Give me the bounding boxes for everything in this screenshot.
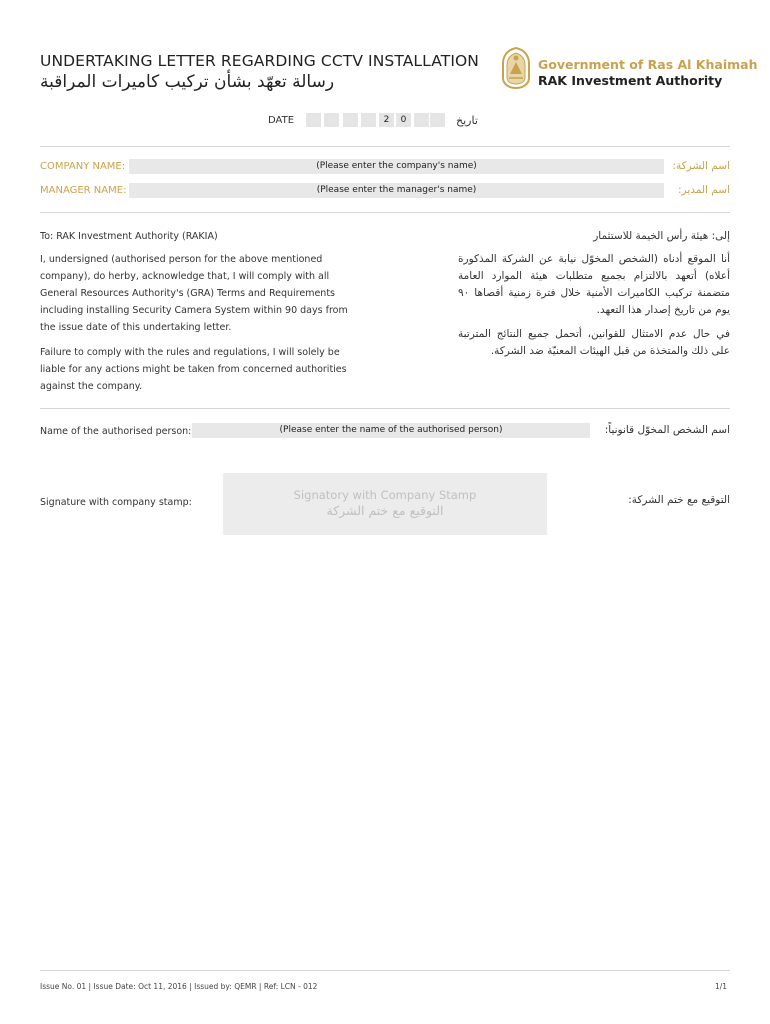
page-title-en: UNDERTAKING LETTER REGARDING CCTV INSTALLATION [40, 52, 479, 70]
signature-placeholder-ar: التوقيع مع ختم الشركة [326, 503, 444, 518]
date-box-5[interactable]: 2 [379, 113, 394, 127]
date-box-3[interactable] [343, 113, 358, 127]
undertaking-paragraph-ar: أنا الموقع أدناه (الشخص المخوّل نيابة عن الشركة المذكورة أعلاه) أتعهد بالالتزام بجميع متطلبات هيئة الموارد العامة متضمنة تركيب الكاميرات الأمنية خلال فترة زمنية أقصاها ٩٠ يوم من تاريخ إصدار هذا التعهد. [458, 253, 730, 316]
signature-placeholder: Signatory with Company Stamp [293, 488, 477, 502]
signature-label-ar: التوقيع مع ختم الشركة: [628, 494, 730, 506]
date-label-ar: تاريخ [456, 114, 478, 127]
date-box-6[interactable]: 0 [396, 113, 411, 127]
letter-to-ar: إلى: هيئة رأس الخيمة للاستثمار [593, 230, 730, 242]
manager-name-label-ar: اسم المدير: [678, 184, 730, 196]
authorised-person-label: Name of the authorised person: [40, 426, 192, 437]
divider [40, 212, 730, 213]
divider [40, 146, 730, 147]
liability-paragraph: Failure to comply with the rules and regulations, I will solely be liable for any actions might be taken from concerned authorities against the company. [40, 347, 347, 392]
company-name-label-ar: اسم الشركة: [672, 160, 730, 172]
authority-name: RAK Investment Authority [538, 73, 723, 88]
page-number: 1/1 [715, 982, 728, 991]
divider [40, 408, 730, 409]
company-name-field[interactable]: (Please enter the company's name) [129, 159, 664, 174]
date-box-8[interactable] [430, 113, 445, 127]
authorised-person-field[interactable]: (Please enter the name of the authorised person) [192, 423, 590, 438]
government-crest-icon [499, 46, 533, 90]
liability-paragraph-ar: في حال عدم الامتثال للقوانين، أتحمل جميع النتائج المترتبة على ذلك والمتخذة من قبل الهيئات المعنيّة ضد الشركة. [458, 328, 730, 357]
company-name-label: COMPANY NAME: [40, 161, 126, 172]
letter-to: To: RAK Investment Authority (RAKIA) [40, 231, 218, 242]
government-name: Government of Ras Al Khaimah [538, 57, 758, 72]
date-box-1[interactable] [306, 113, 321, 127]
manager-name-field[interactable]: (Please enter the manager's name) [129, 183, 664, 198]
date-label: DATE [268, 115, 295, 126]
footer-divider [40, 970, 730, 971]
authorised-person-label-ar: اسم الشخص المخوّل قانونياً: [604, 424, 730, 436]
signature-stamp-field[interactable] [223, 473, 547, 535]
date-box-2[interactable] [324, 113, 339, 127]
footer-issue-info: Issue No. 01 | Issue Date: Oct 11, 2016 | Issued by: QEMR | Ref: LCN - 012 [40, 982, 318, 991]
date-box-4[interactable] [361, 113, 376, 127]
date-box-7[interactable] [414, 113, 429, 127]
page-title-ar: رسالة تعهّد بشأن تركيب كاميرات المراقبة [40, 72, 335, 92]
signature-label: Signature with company stamp: [40, 497, 192, 508]
undertaking-paragraph: I, undersigned (authorised person for the above mentioned company), do herby, acknowledge that, I will comply with all General Resources Authority's (GRA) Terms and Requirements including installing Security Camera System within 90 days from the issue date of this undertaking letter. [40, 254, 348, 333]
manager-name-label: MANAGER NAME: [40, 185, 127, 196]
